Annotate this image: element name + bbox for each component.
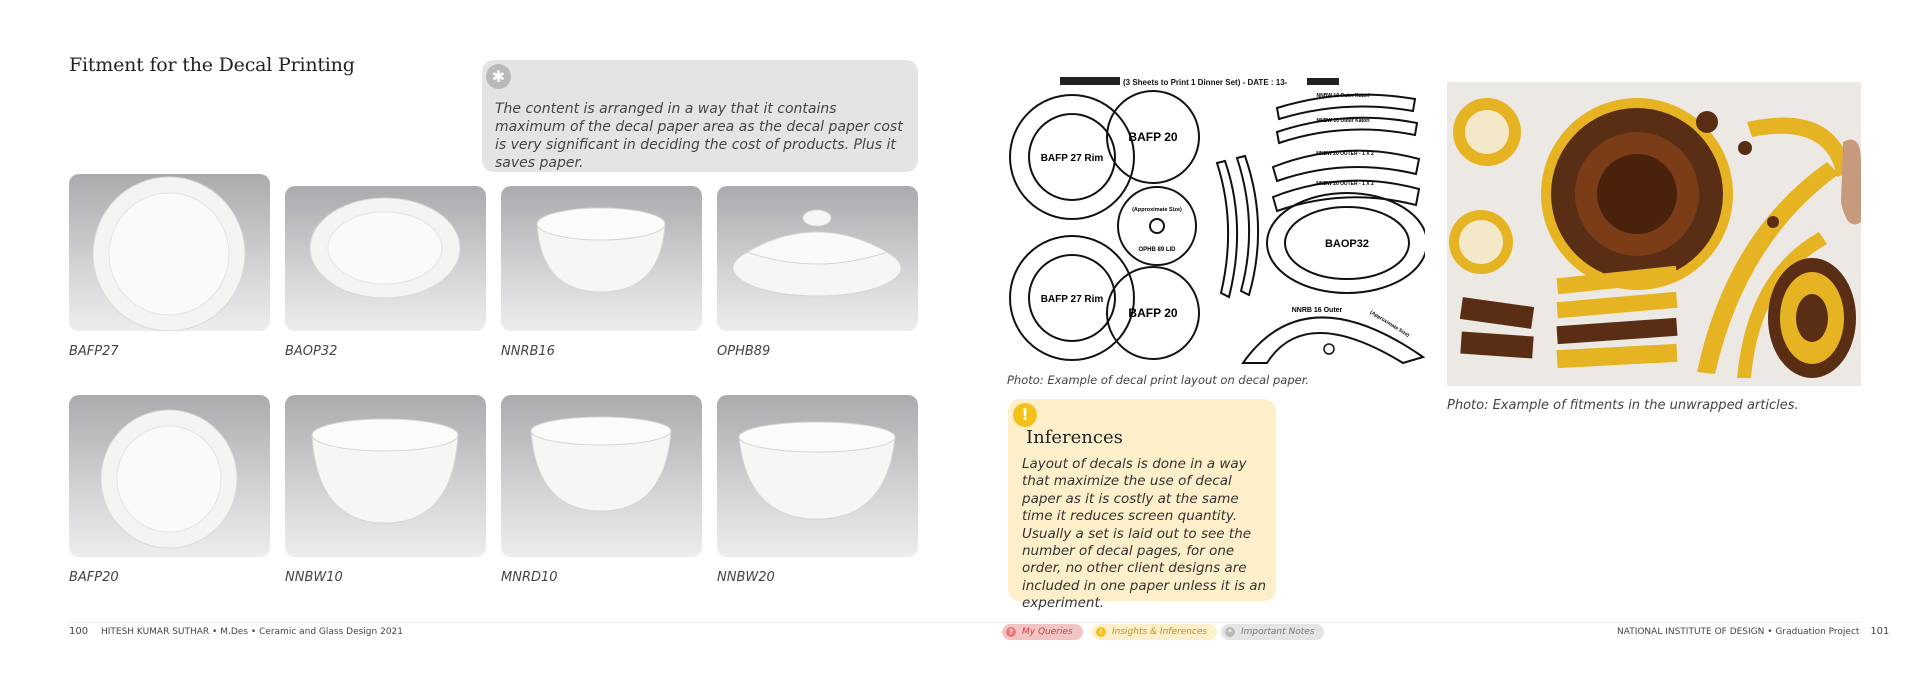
decal-layout-diagram (1005, 75, 1425, 365)
label-approx-set: (Approximate Size) (1368, 309, 1411, 339)
product-image-ophb89 (717, 186, 918, 331)
label-bafp27-bottom: BAFP 27 Rim (1040, 294, 1104, 305)
label-bafp27-top: BAFP 27 Rim (1040, 153, 1104, 164)
product-code: MNRD10 (501, 570, 558, 585)
legend-insights (1092, 624, 1217, 640)
asterisk-icon: ✱ (486, 64, 511, 89)
product-code: BAFP20 (69, 570, 119, 585)
label-arc4: NNBW 20 OUTER - 1 X 2 (1316, 181, 1374, 187)
question-icon: ? (1006, 627, 1016, 637)
legend-label: Insights & Inferences (1112, 627, 1208, 637)
label-bafp20-top: BAFP 20 (1128, 130, 1178, 144)
legend-label: Important Notes (1241, 627, 1315, 637)
redacted-block (1060, 77, 1120, 85)
important-note-box (482, 60, 918, 172)
legend-important-notes (1221, 624, 1324, 640)
exclamation-icon: ! (1096, 627, 1106, 637)
footer-right (1617, 626, 1889, 637)
label-arc1: NNBW 10 Outer Katori (1316, 93, 1370, 99)
page-title: Fitment for the Decal Printing (69, 54, 355, 76)
product-image-nnbw20 (717, 395, 918, 557)
label-arc3: NNBW 20 OUTER - 1 X 2 (1316, 151, 1374, 157)
note-text: The content is arranged in a way that it contains maximum of the decal paper area as the decal paper cost is very significant in deciding the cost of products. Plus it saves paper. (495, 101, 903, 171)
product-code: OPHB89 (717, 344, 771, 359)
product-code: NNRB16 (501, 344, 555, 359)
product-code: BAOP32 (285, 344, 338, 359)
redacted-block (1307, 78, 1339, 85)
inferences-text: Layout of decals is done in a way that maximize the use of decal paper as it is costly at the same time it reduces screen quantity. Usually a set is laid out to see the number of decal pages, for one order, no other client designs are included in one paper unless it is an experiment. (1022, 456, 1267, 612)
product-image-mnrd10 (501, 395, 702, 557)
layout-header: (3 Sheets to Print 1 Dinner Set) - DATE : 13- (1123, 78, 1288, 87)
layout-caption: Photo: Example of decal print layout on decal paper. (1007, 373, 1310, 387)
inferences-title: Inferences (1026, 427, 1123, 448)
product-image-bafp27 (69, 174, 270, 331)
inferences-box (1008, 399, 1276, 612)
footer-left (69, 626, 403, 637)
label-nnrb16: NNRB 16 Outer (1291, 307, 1343, 314)
product-image-nnbw10 (285, 395, 486, 557)
page-number-right: 101 (1870, 626, 1890, 637)
product-image-baop32 (285, 186, 486, 331)
page-number-left: 100 (69, 626, 89, 637)
footer-institute: NATIONAL INSTITUTE OF DESIGN • Graduation Project (1617, 627, 1860, 637)
product-code: NNBW20 (717, 570, 775, 585)
product-image-nnrb16 (501, 186, 702, 331)
label-arc2: NNBW 10 Outer Katori (1316, 118, 1370, 124)
product-code: BAFP27 (69, 344, 119, 359)
exclamation-icon: ! (1013, 403, 1037, 427)
label-bafp20-bottom: BAFP 20 (1128, 306, 1178, 320)
product-image-bafp20 (69, 395, 270, 557)
label-approx: (Approximate Size) (1132, 207, 1182, 213)
product-code: NNBW10 (285, 570, 343, 585)
label-ophb-lid: OPHB 89 LID (1138, 247, 1176, 253)
footer-author: HITESH KUMAR SUTHAR • M.Des • Ceramic and Glass Design 2021 (100, 627, 403, 637)
asterisk-icon: * (1225, 627, 1235, 637)
photo-caption: Photo: Example of fitments in the unwrapped articles. (1447, 398, 1799, 413)
legend-label: My Queries (1022, 627, 1073, 637)
legend-my-queries (1002, 624, 1083, 640)
label-baop32: BAOP32 (1324, 238, 1370, 250)
fitments-photo (1447, 82, 1861, 386)
footer-divider (69, 622, 1861, 623)
